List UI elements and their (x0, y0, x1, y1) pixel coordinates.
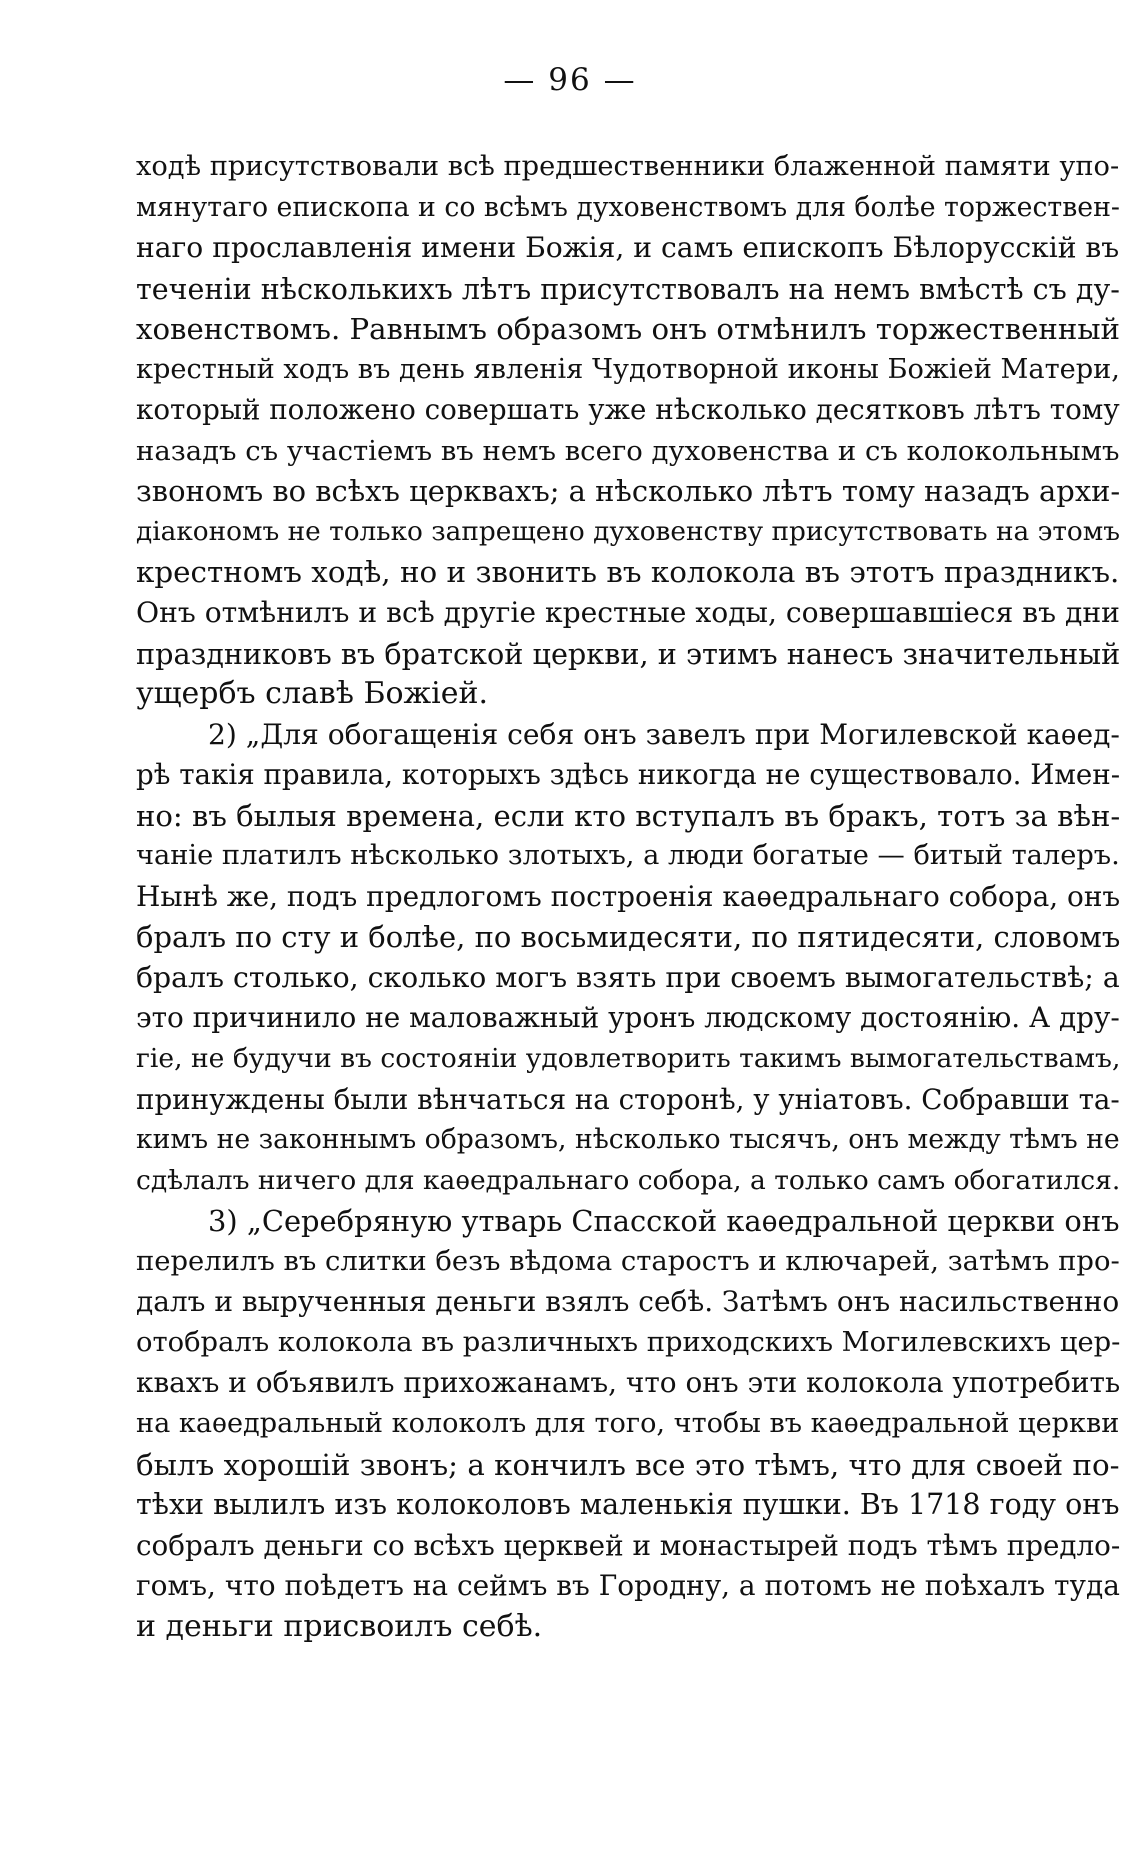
text-line: кимъ не законнымъ образомъ, нѣсколько тысячъ, онъ между тѣмъ не (136, 1124, 1120, 1156)
text-line: Онъ отмѣнилъ и всѣ другіе крестные ходы, совершавшіеся въ дни (136, 596, 1120, 630)
text-line: собралъ деньги со всѣхъ церквей и монастырей подъ тѣмъ предло- (136, 1528, 1121, 1562)
text-line: наго прославленія имени Божія, и самъ епископъ Бѣлорусскій въ (136, 231, 1120, 265)
text-line: далъ и вырученныя деньги взялъ себѣ. Затѣмъ онъ насильственно (136, 1285, 1120, 1319)
text-line: гомъ, что поѣдетъ на сеймъ въ Городну, а потомъ не поѣхалъ туда (136, 1569, 1120, 1603)
text-line: назадъ съ участіемъ въ немъ всего духовенства и съ колокольнымъ (136, 434, 1120, 467)
text-line: мянутаго епископа и со всѣмъ духовенствомъ для болѣе торжествен- (136, 191, 1120, 223)
text-line: но: въ былыя времена, если кто вступалъ въ бракъ, тотъ за вѣн- (136, 798, 1121, 833)
text-line: бралъ по сту и болѣе, по восьмидесяти, по пятидесяти, словомъ (136, 920, 1121, 955)
text-line: бралъ столько, сколько могъ взять при своемъ вымогательствѣ; а (136, 960, 1120, 994)
text-line: 3) „Серебряную утварь Спасской каѳедральной церкви онъ (208, 1204, 1120, 1239)
text-line: звономъ во всѣхъ церквахъ; а нѣсколько лѣтъ тому назадъ архи- (136, 474, 1121, 509)
text-line: праздниковъ въ братской церкви, и этимъ нанесъ значительный (136, 636, 1121, 671)
text-line: рѣ такія правила, которыхъ здѣсь никогда не существовало. Имен- (136, 758, 1121, 792)
text-line: перелилъ въ слитки безъ вѣдома старостъ и ключарей, затѣмъ про- (136, 1245, 1120, 1277)
text-line: это причинило не маловажный уронъ людскому достоянію. А дру- (136, 1001, 1120, 1035)
text-line: крестный ходъ въ день явленія Чудотворной иконы Божіей Матери, (136, 353, 1120, 385)
text-line: 2) „Для обогащенія себя онъ завелъ при Могилевской каѳед- (208, 717, 1120, 751)
text-line: сдѣлалъ ничего для каѳедральнаго собора, а только самъ обогатился. (136, 1164, 1121, 1196)
page-number: — 96 — (503, 62, 637, 98)
text-line: отобралъ колокола въ различныхъ приходскихъ Могилевскихъ цер- (136, 1326, 1121, 1358)
text-line: на каѳедральный колоколъ для того, чтобы въ каѳедральной церкви (136, 1407, 1120, 1439)
text-line: ходѣ присутствовали всѣ предшественники блаженной памяти упо- (136, 151, 1120, 182)
text-line: и деньги присвоилъ себѣ. (136, 1608, 543, 1644)
text-line: принуждены были вѣнчаться на сторонѣ, у уніатовъ. Собравши та- (136, 1082, 1120, 1116)
body-text (136, 147, 1120, 1647)
text-line: крестномъ ходѣ, но и звонить въ колокола въ этотъ праздникъ. (136, 555, 1120, 590)
text-line: ховенствомъ. Равнымъ образомъ онъ отмѣнилъ торжественный (136, 312, 1121, 347)
text-line: діакономъ не только запрещено духовенству присутствовать на этомъ (136, 516, 1121, 547)
text-line: тѣхи вылилъ изъ колоколовъ маленькія пушки. Въ 1718 году онъ (136, 1488, 1120, 1522)
text-line: гіе, не будучи въ состояніи удовлетворить такимъ вымогательствамъ, (136, 1043, 1121, 1075)
text-line: квахъ и объявилъ прихожанамъ, что онъ эти колокола употребить (136, 1366, 1121, 1400)
text-line: чаніе платилъ нѣсколько злотыхъ, а люди богатые — битый талеръ. (136, 840, 1120, 872)
text-line: ущербъ славѣ Божіей. (136, 676, 489, 712)
text-line: былъ хорошій звонъ; а кончилъ все это тѣмъ, что для своей по- (136, 1447, 1120, 1482)
text-line: который положено совершать уже нѣсколько десятковъ лѣтъ тому (136, 393, 1120, 427)
text-line: теченіи нѣсколькихъ лѣтъ присутствовалъ на немъ вмѣстѣ съ ду- (136, 271, 1120, 306)
text-line: Нынѣ же, подъ предлогомъ построенія каѳедральнаго собора, онъ (136, 879, 1121, 913)
